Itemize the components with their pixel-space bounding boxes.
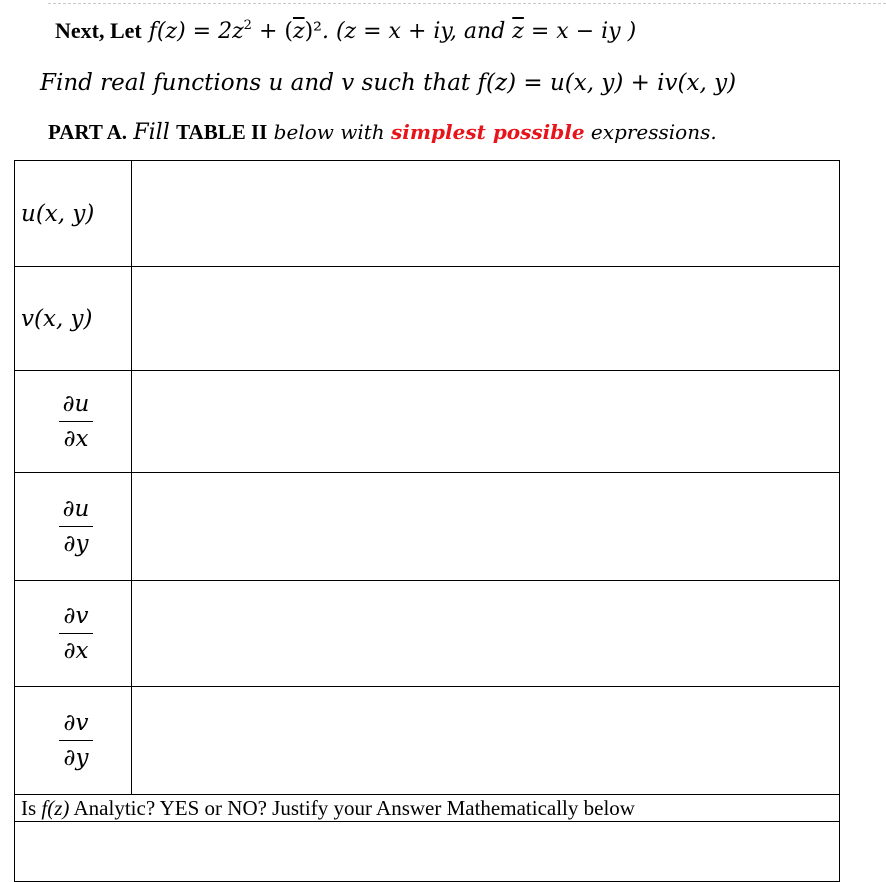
answer-cell-dv-dx[interactable] (132, 581, 840, 687)
fraction-denominator: ∂x (63, 637, 89, 664)
table-row (15, 267, 840, 371)
question-rest: Analytic? YES or NO? Justify your Answer Mathematically below (69, 795, 635, 820)
exponent-two: 2 (243, 18, 252, 33)
plus-text: + ( (251, 19, 293, 44)
partial-fraction (59, 710, 93, 771)
part-a-label: PART A. (48, 120, 127, 144)
table-row (15, 581, 840, 687)
answer-cell-dv-dy[interactable] (132, 687, 840, 795)
part-a-line (48, 120, 717, 145)
table-name: TABLE II (176, 120, 268, 144)
top-dashed-separator (48, 3, 886, 4)
conjugate-def-text: = x − iy ) (523, 19, 637, 44)
zbar-symbol-2: $\overline{z}$ (512, 19, 524, 44)
fraction-bar (59, 526, 93, 527)
answer-cell-u[interactable] (132, 161, 840, 267)
row-label-u: u(x, y) (15, 161, 132, 267)
answer-cell-du-dx[interactable] (132, 371, 840, 473)
table-row (15, 161, 840, 267)
table-row (15, 795, 840, 822)
row-label-dv-dy (15, 687, 132, 795)
table-row (15, 687, 840, 795)
expressions-text: expressions. (584, 120, 717, 144)
question-fz: f(z) (41, 795, 70, 820)
task-line (40, 70, 736, 96)
row-label-dv-dx (15, 581, 132, 687)
separator-text: . (z = x + iy, and (321, 19, 513, 44)
analytic-question (15, 795, 840, 822)
fraction-numerator: ∂v (63, 710, 89, 737)
fraction-numerator: ∂v (63, 603, 89, 630)
fraction-bar (59, 421, 93, 422)
close-squared-text: )² (304, 19, 322, 44)
row-label-v: v(x, y) (15, 267, 132, 371)
question-is: Is (21, 795, 42, 820)
fraction-denominator: ∂x (63, 425, 89, 452)
fraction-numerator: ∂u (62, 496, 90, 523)
row-label-du-dx (15, 371, 132, 473)
fraction-denominator: ∂y (63, 744, 89, 771)
table-row (15, 473, 840, 581)
function-def-text: f(z) = 2z (148, 19, 244, 44)
partial-fraction (59, 496, 93, 557)
fill-word: Fill (133, 120, 170, 145)
table-row (15, 371, 840, 473)
justification-answer-cell[interactable] (15, 822, 840, 882)
next-let-label: Next, Let (55, 18, 142, 43)
answer-cell-v[interactable] (132, 267, 840, 371)
fraction-bar (59, 633, 93, 634)
fraction-bar (59, 740, 93, 741)
row-label-du-dy (15, 473, 132, 581)
table-row (15, 822, 840, 882)
simplest-possible-emphasis: simplest possible (391, 120, 585, 144)
task-text: Find real functions u and v such that f(z) = u(x, y) + iv(x, y) (40, 70, 737, 96)
partial-fraction (59, 391, 93, 452)
function-definition-line (55, 18, 636, 44)
zbar-symbol: $\overline{z}$ (292, 19, 305, 44)
fraction-denominator: ∂y (63, 530, 89, 557)
below-with-text: below with (267, 120, 392, 144)
fraction-numerator: ∂u (62, 391, 90, 418)
answer-table (14, 160, 840, 882)
partial-fraction (59, 603, 93, 664)
answer-cell-du-dy[interactable] (132, 473, 840, 581)
